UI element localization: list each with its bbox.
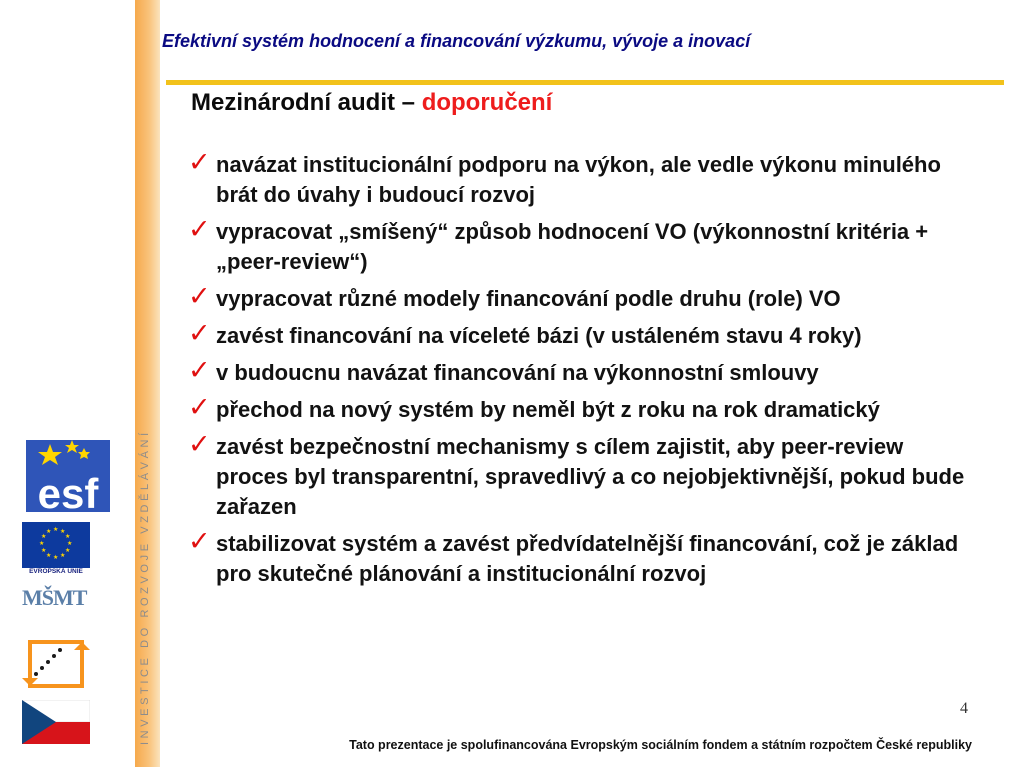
page-number: 4 [960, 700, 968, 717]
slide-heading-accent: doporučení [421, 89, 553, 116]
footer-note: Tato prezentace je spolufinancována Evropským sociálním fondem a státním rozpočtem České republiky [349, 738, 972, 752]
svg-text:★: ★ [41, 533, 47, 540]
svg-text:★: ★ [53, 554, 59, 561]
bullet-text: vypracovat různé modely financování podle druhu (role) VO [216, 286, 841, 311]
bullet-item [188, 429, 978, 522]
slide-heading-main: Mezinárodní audit – [191, 89, 422, 116]
bullet-item [188, 355, 978, 388]
eu-label: EVROPSKÁ UNIE [29, 568, 83, 575]
checkmark-icon: ✓ [188, 355, 211, 385]
svg-text:★: ★ [60, 528, 66, 535]
svg-text:★: ★ [67, 540, 73, 547]
svg-text:★: ★ [41, 547, 47, 554]
header-divider [166, 80, 1004, 85]
svg-text:★: ★ [46, 552, 52, 559]
presentation-title: Efektivní systém hodnocení a financování výzkumu, vývoje a inovací [162, 31, 751, 51]
bullet-list [188, 147, 978, 596]
esf-logo [22, 434, 114, 516]
bullet-text: zavést financování na víceleté bázi (v ustáleném stavu 4 roky) [216, 323, 862, 348]
bullet-item [188, 318, 978, 351]
svg-text:★: ★ [65, 547, 71, 554]
checkmark-icon: ✓ [188, 318, 211, 348]
checkmark-icon: ✓ [188, 526, 211, 556]
checkmark-icon: ✓ [188, 429, 211, 459]
bullet-item [188, 214, 978, 277]
bullet-text: v budoucnu navázat financování na výkonnostní smlouvy [216, 360, 819, 385]
svg-text:esf: esf [37, 470, 99, 516]
bullet-item [188, 281, 978, 314]
slide-heading [191, 89, 552, 117]
cycle-arrow-logo [22, 636, 92, 694]
bullet-item [188, 147, 978, 210]
svg-text:★: ★ [53, 526, 59, 533]
bullet-item [188, 526, 978, 589]
eu-flag-logo [22, 522, 90, 580]
bullet-item [188, 392, 978, 425]
checkmark-icon: ✓ [188, 147, 211, 177]
bullet-text: přechod na nový systém by neměl být z roku na rok dramatický [216, 397, 880, 422]
checkmark-icon: ✓ [188, 214, 211, 244]
svg-text:★: ★ [46, 528, 52, 535]
czech-flag-logo [22, 700, 90, 744]
bullet-text: navázat institucionální podporu na výkon, ale vedle výkonu minulého brát do úvahy i budoucí rozvoj [216, 152, 941, 207]
bullet-text: vypracovat „smíšený“ způsob hodnocení VO (výkonnostní kritéria + „peer-review“) [216, 219, 929, 274]
bullet-text: zavést bezpečnostní mechanismy s cílem zajistit, aby peer-review proces byl transparentní, spravedlivý a co nejobjektivnější, pokud bude zařazen [216, 434, 965, 519]
svg-text:★: ★ [60, 552, 66, 559]
bullet-text: stabilizovat systém a zavést předvídatelnější financování, což je základ pro skutečné plánování a institucionální rozvoj [216, 531, 959, 586]
svg-text:★: ★ [39, 540, 45, 547]
checkmark-icon: ✓ [188, 281, 211, 311]
side-vertical-text: INVESTICE DO ROZVOJE VZDĚLÁVÁNÍ [139, 429, 151, 745]
msmt-logo: MŠMT [22, 585, 87, 610]
checkmark-icon: ✓ [188, 392, 211, 422]
svg-text:★: ★ [65, 533, 71, 540]
